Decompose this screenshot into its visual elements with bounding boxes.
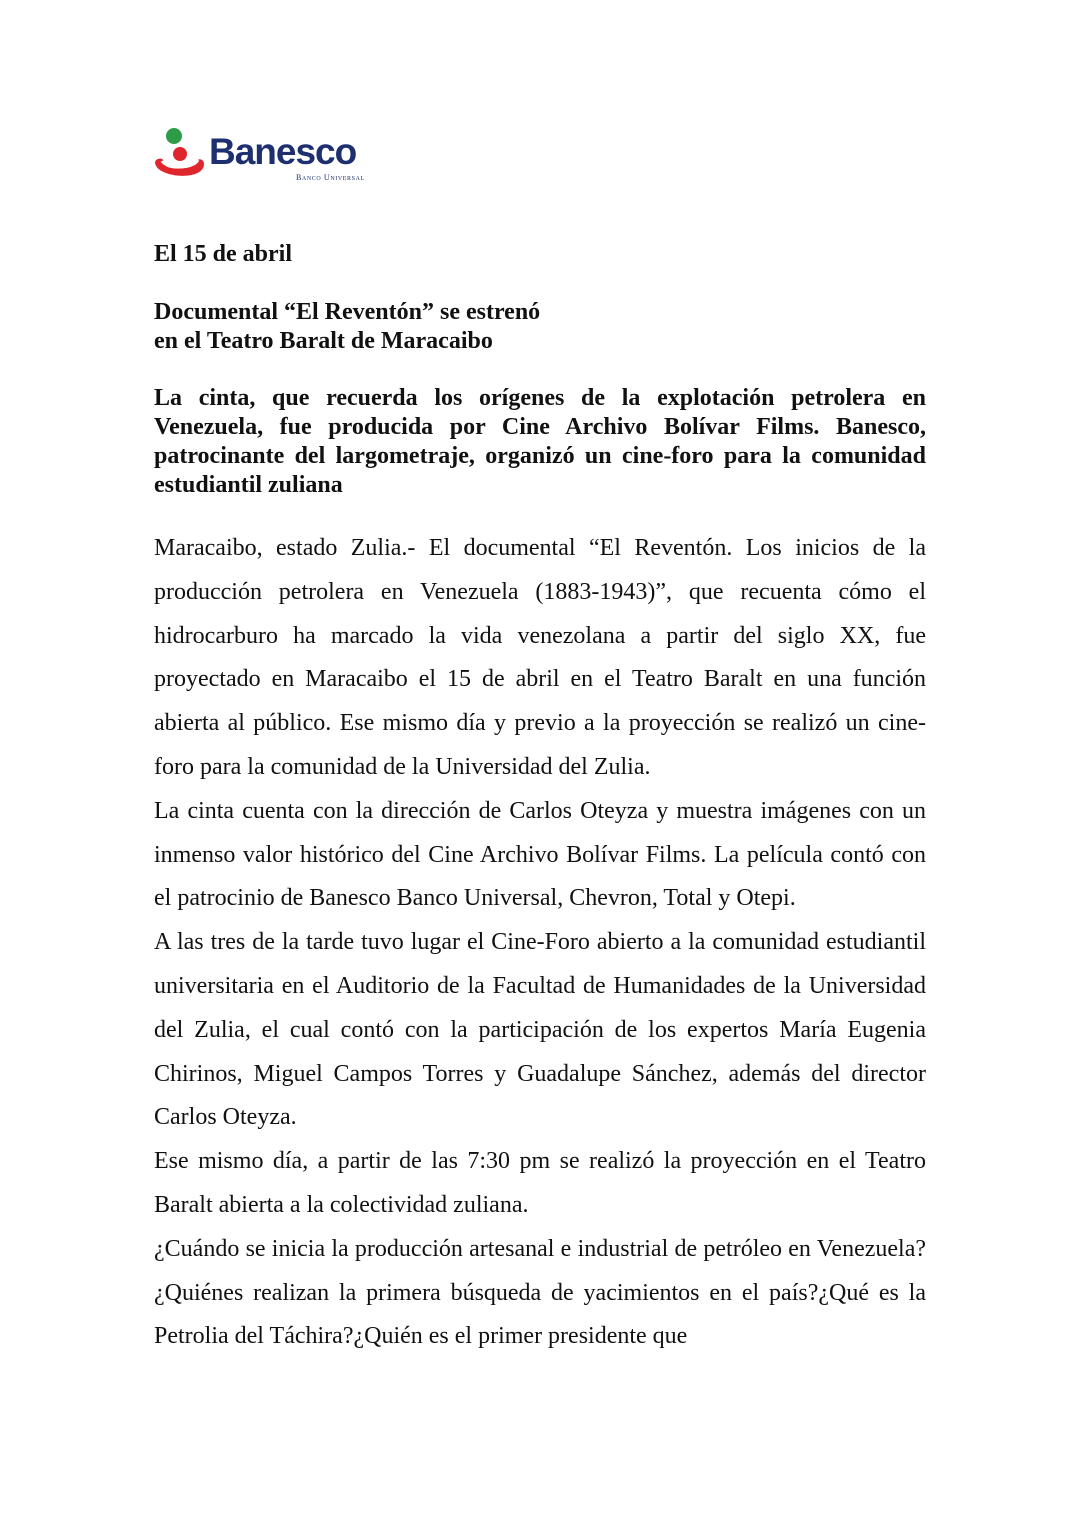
body-paragraph: A las tres de la tarde tuvo lugar el Cine-Foro abierto a la comunidad estudiantil universitaria en el Auditorio de la Facultad de Humanidades de la Universidad del Zulia, el cual contó con la participación de los expertos María Eugenia Chirinos, Miguel Campos Torres y Guadalupe Sánchez, además del director Carlos Oteyza. — [154, 929, 926, 1131]
body-paragraph: ¿Cuándo se inicia la producción artesanal e industrial de petróleo en Venezuela?¿Quiénes realizan la primera búsqueda de yacimientos en el país?¿Qué es la Petrolia del Táchira?¿Quién es el primer presidente que — [154, 1235, 926, 1350]
banesco-logo — [152, 126, 412, 186]
body-paragraph: La cinta cuenta con la dirección de Carlos Oteyza y muestra imágenes con un inmenso valor histórico del Cine Archivo Bolívar Films. La película contó con el patrocinio de Banesco Banco Universal, Chevron, Total y Otepi. — [154, 797, 926, 912]
document-body — [154, 527, 926, 1359]
body-paragraph: Ese mismo día, a partir de las 7:30 pm se realizó la proyección en el Teatro Baralt abierta a la colectividad zuliana. — [154, 1148, 926, 1218]
body-paragraph: Maracaibo, estado Zulia.- El documental “El Reventón. Los inicios de la producción petrolera en Venezuela (1883-1943)”, que recuenta cómo el hidrocarburo ha marcado la vida venezolana a partir del siglo XX, fue proyectado en Maracaibo el 15 de abril en el Teatro Baralt en una función abierta al público. Ese mismo día y previo a la proyección se realizó un cine-foro para la comunidad de la Universidad del Zulia. — [154, 535, 926, 780]
logo-tagline: Banco Universal — [296, 173, 365, 182]
document-subhead: La cinta, que recuerda los orígenes de la explotación petrolera en Venezuela, fue producida por Cine Archivo Bolívar Films. Banesco, patrocinante del largometraje, organizó un cine-foro para la comunidad estudiantil zuliana — [154, 385, 926, 498]
banesco-logo-icon — [152, 126, 212, 186]
headline-line-1: Documental “El Reventón” se estrenó — [154, 299, 541, 325]
document-date: El 15 de abril — [154, 241, 293, 267]
document-headline — [154, 298, 926, 356]
logo-wordmark: Banesco — [209, 131, 357, 172]
headline-line-2: en el Teatro Baralt de Maracaibo — [154, 328, 493, 354]
document-content — [154, 238, 926, 1359]
